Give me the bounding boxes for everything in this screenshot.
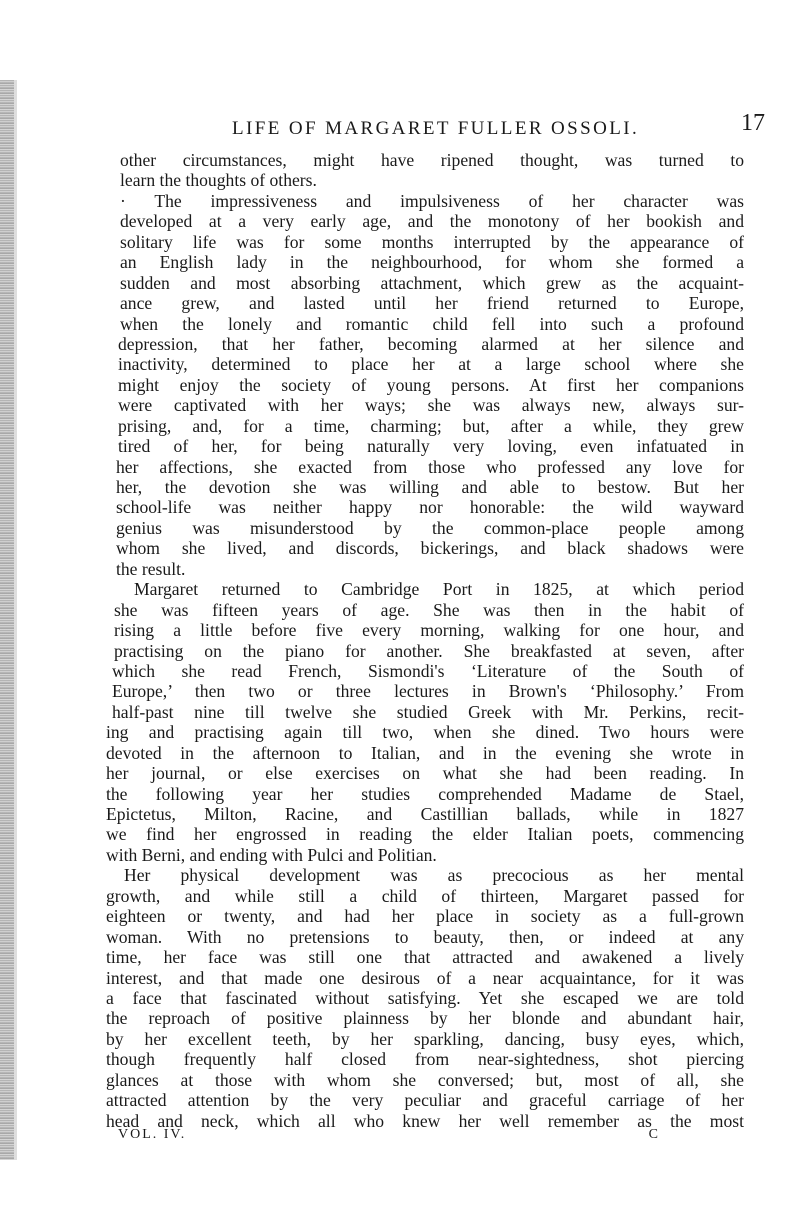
text-line: prising, and, for a time, charming; but, after a while, they grew	[118, 415, 744, 436]
text-line: time, her face was still one that attracted and awakened a lively	[106, 947, 744, 968]
text-line: she was fifteen years of age. She was then in the habit of	[114, 599, 744, 620]
body-text	[106, 150, 744, 1131]
binding-gutter-edge	[14, 80, 17, 1160]
text-line: Epictetus, Milton, Racine, and Castillian ballads, while in 1827	[106, 804, 744, 824]
text-line: which she read French, Sismondi's ‘Literature of the South of	[112, 660, 744, 681]
page-header	[110, 110, 765, 144]
text-line: other circumstances, might have ripened thought, was turned to	[120, 150, 744, 170]
binding-gutter	[0, 80, 14, 1160]
text-line: the following year her studies comprehended Madame de Stael,	[106, 783, 744, 804]
text-line: depression, that her father, becoming alarmed at her silence and	[118, 333, 744, 354]
text-line: half-past nine till twelve she studied Greek with Mr. Perkins, recit-	[112, 701, 744, 722]
text-line: head and neck, which all who knew her well remember as the most	[106, 1110, 744, 1131]
text-line: sudden and most absorbing attachment, which grew as the acquaint-	[120, 272, 744, 293]
text-line: ance grew, and lasted until her friend returned to Europe,	[120, 293, 744, 314]
signature-mark: C	[648, 1127, 658, 1142]
text-line: learn the thoughts of others.	[120, 170, 317, 191]
text-line: school-life was neither happy nor honorable: the wild wayward	[116, 497, 744, 518]
text-line: were captivated with her ways; she was always new, always sur-	[118, 395, 744, 416]
text-line: practising on the piano for another. She breakfasted at seven, after	[114, 640, 744, 661]
text-line: devoted in the afternoon to Italian, and in the evening she wrote in	[106, 742, 744, 763]
text-line: ing and practising again till two, when she dined. Two hours were	[106, 722, 744, 743]
text-line: Margaret returned to Cambridge Port in 1825, at which period	[134, 579, 744, 600]
text-line: genius was misunderstood by the common-place people among	[116, 517, 744, 538]
text-line: glances at those with whom she conversed; but, most of all, she	[106, 1069, 744, 1090]
text-line: an English lady in the neighbourhood, for whom she formed a	[120, 252, 744, 273]
text-line: rising a little before five every morning, walking for one hour, and	[114, 620, 744, 641]
text-line: though frequently half closed from near-sightedness, shot piercing	[106, 1049, 744, 1070]
text-line: developed at a very early age, and the monotony of her bookish and	[120, 211, 744, 232]
text-line: attracted attention by the very peculiar and graceful carriage of her	[106, 1090, 744, 1111]
text-line: we find her engrossed in reading the elder Italian poets, commencing	[106, 824, 744, 845]
text-line: the reproach of positive plainness by her blonde and abundant hair,	[106, 1008, 744, 1029]
text-line: with Berni, and ending with Pulci and Politian.	[106, 844, 437, 865]
text-line: when the lonely and romantic child fell into such a profound	[120, 313, 744, 334]
text-line: woman. With no pretensions to beauty, then, or indeed at any	[106, 926, 744, 947]
text-line: Europe,’ then two or three lectures in Brown's ‘Philosophy.’ From	[112, 681, 744, 702]
running-title: LIFE OF MARGARET FULLER OSSOLI.	[232, 118, 640, 139]
text-line: tired of her, for being naturally very loving, even infatuated in	[118, 436, 744, 457]
text-line: by her excellent teeth, by her sparkling, dancing, busy eyes, which,	[106, 1028, 744, 1049]
text-line: whom she lived, and discords, bickerings, and black shadows were	[116, 538, 744, 559]
text-line: solitary life was for some months interrupted by the appearance of	[120, 231, 744, 252]
volume-mark: VOL. IV.	[118, 1127, 187, 1142]
text-line: interest, and that made one desirous of a near acquaintance, for it was	[106, 967, 744, 988]
text-line: a face that fascinated without satisfying. Yet she escaped we are told	[106, 987, 744, 1008]
text-line: · The impressiveness and impulsiveness of her character was	[120, 190, 744, 211]
page-number: 17	[741, 110, 765, 136]
text-line: her affections, she exacted from those who professed any love for	[116, 456, 744, 477]
page-footer	[118, 1127, 658, 1151]
text-line: might enjoy the society of young persons. At first her companions	[118, 374, 744, 395]
text-line: the result.	[116, 558, 186, 579]
text-line: inactivity, determined to place her at a large school where she	[118, 354, 744, 375]
text-line: her journal, or else exercises on what she had been reading. In	[106, 763, 744, 784]
text-line: Her physical development was as precocious as her mental	[124, 865, 744, 886]
text-line: eighteen or twenty, and had her place in society as a full-grown	[106, 906, 744, 927]
text-line: her, the devotion she was willing and able to bestow. But her	[116, 477, 744, 497]
text-line: growth, and while still a child of thirteen, Margaret passed for	[106, 885, 744, 906]
